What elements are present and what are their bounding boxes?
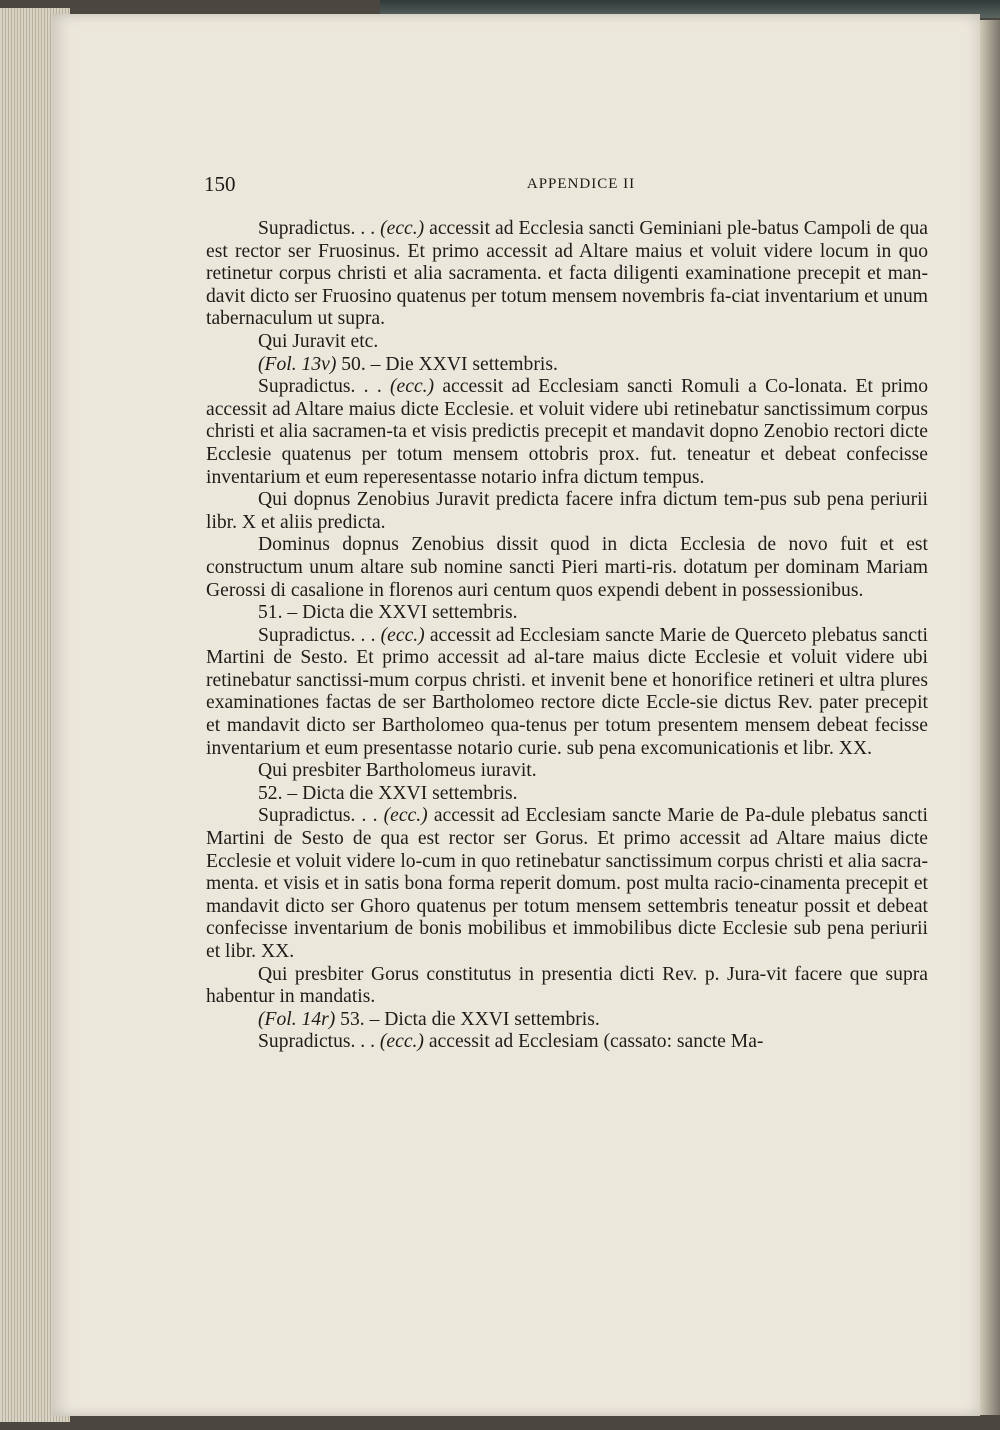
book-page (52, 14, 980, 1416)
book-gutter-shadow (980, 20, 1000, 1415)
entry-heading: 51. – Dicta die XXVI settembris. (258, 602, 518, 624)
running-head (52, 172, 980, 202)
folio-heading: (Fol. 13v) 50. – Die XXVI settembris. (258, 353, 558, 375)
folio-heading: (Fol. 14r) 53. – Dicta die XXVI settembris. (258, 1008, 600, 1030)
paragraph: Supradictus. . . (ecc.) accessit ad Ecclesiam sancte Marie de Pa-dule plebatus sancti Martini de Sesto de qua est rector ser Gorus. Et primo accessit ad Altare maius dicte Ecclesie et voluit videre lo-cum in quo retinebatur sanctissimum corpus christi et alia sacra-menta. et visis et in satis bona forma reperit domum. post multa racio-cinamenta precepit et mandavit dicto ser Ghoro quatenus per totum mensem settembris teneatur possit et debeat confecisse inventarium de bonis mobilibus et immobilibus dicte Ecclesie sub pena periurii et libr. XX. (206, 805, 928, 962)
paragraph: Qui presbiter Bartholomeus iuravit. (258, 760, 537, 782)
paragraph: Dominus dopnus Zenobius dissit quod in dicta Ecclesia de novo fuit et est constructum unum altare sub nomine sancti Pieri marti-ris. dotatum per dominam Mariam Gerossi di casalione in florenos auri centum quos expendi debent in possessionibus. (206, 534, 928, 601)
paragraph: Qui Juravit etc. (258, 330, 379, 352)
paragraph: Supradictus. . . (ecc.) accessit ad Ecclesiam (cassato: sancte Ma- (258, 1031, 764, 1053)
body-text (206, 218, 928, 1054)
paragraph: Supradictus. . . (ecc.) accessit ad Ecclesiam sancti Romuli a Co-lonata. Et primo accessit ad Altare maius dicte Ecclesie. et voluit videre ubi retinebatur sanctissimum corpus christi et alia sacramen-ta et visis predictis precepit et mandavit dopno Zenobio rectori dicte Ecclesie quatenus per totum mensem ottobris prox. fut. teneatur et debeat confecisse inventarium et eum reperesentasse notario infra dictum tempus. (206, 376, 928, 488)
paragraph: Supradictus. . . (ecc.) accessit ad Ecclesia sancti Geminiani ple-batus Campoli de qua est rector ser Fruosinus. Et primo accessit ad Altare maius et voluit videre locum in quo retinetur corpus christi et alia sacramenta. et facta diligenti examinatione precepit et man-davit dicto ser Fruosino quatenus per totum mensem novembris fa-ciat inventarium et unum tabernaculum ut supra. (206, 218, 929, 330)
paragraph: Supradictus. . . (ecc.) accessit ad Ecclesiam sancte Marie de Querceto plebatus sancti Martini de Sesto. Et primo accessit ad al-tare maius dicte Ecclesie et voluit videre ubi retinebatur sanctissi-mum corpus christi. et invenit bene et honorifice retineri et ultra plures examinationes factas de ser Bartholomeo rectore dicte Eccle-sie dictus Rev. pater precepit et mandavit dicto ser Bartholomeo qua-tenus per totum presentem mensem debeat fecisse inventarium et eum presentasse notario curie. sub pena excomunicationis et libr. XX. (206, 624, 928, 759)
running-head-title: APPENDICE II (526, 176, 636, 192)
entry-heading: 52. – Dicta die XXVI settembris. (258, 782, 518, 804)
paragraph: Qui dopnus Zenobius Juravit predicta facere infra dictum tem-pus sub pena periurii libr. X et aliis predicta. (206, 489, 928, 533)
page-number: 150 (204, 172, 236, 196)
paragraph: Qui presbiter Gorus constitutus in presentia dicti Rev. p. Jura-vit facere que supra habentur in mandatis. (206, 963, 928, 1008)
